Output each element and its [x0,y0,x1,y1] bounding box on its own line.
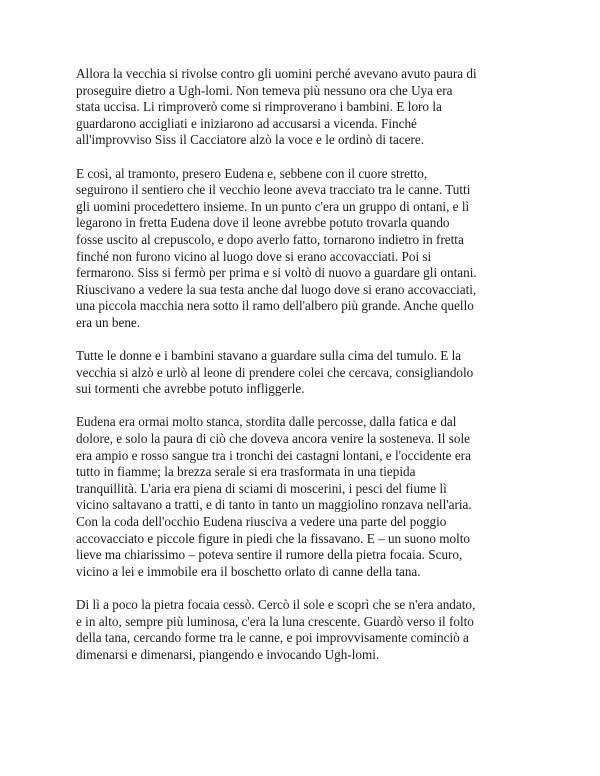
text-line: tutto in fiamme; la brezza serale si era trasformata in una tiepida [76,464,416,480]
text-line: vicino saltavano a tratti, e di tanto in tanto un maggiolino ronzava nell'aria. [76,497,472,513]
text-line: gli uomini procedettero insieme. In un punto c'era un gruppo di ontani, e lì [76,198,470,214]
text-line: finché non furono vicino al luogo dove si erano accovacciati. Poi si [76,248,432,264]
text-line: tranquillità. L'aria era piena di sciami di moscerini, i pesci del fiume lì [76,480,447,496]
text-line: Riuscivano a vedere la sua testa anche dal luogo dove si erano accovacciati, [76,281,477,297]
text-line: fosse uscito al crepuscolo, e dopo averlo fatto, tornarono indietro in fretta [76,231,464,247]
text-line: fermarono. Siss si fermò per prima e si voltò di nuovo a guardare gli ontani. [76,265,477,281]
text-line: vicino a lei e immobile era il boschetto orlato di canne della tana. [76,563,421,579]
text-line: lieve ma chiarissimo – poteva sentire il rumore della pietra focaia. Scuro, [76,547,463,563]
text-line: E così, al tramonto, presero Eudena e, sebbene con il cuore stretto, [76,165,428,181]
text-line: seguirono il sentiero che il vecchio leone aveva tracciato tra le canne. Tutti [76,182,471,198]
text-line: della tana, cercando forme tra le canne, e poi improvvisamente cominciò a [76,630,469,646]
text-line: dolore, e solo la paura di ciò che doveva ancora venire la sosteneva. Il sole [76,431,471,447]
text-line: sui tormenti che avrebbe potuto infliggerle. [76,381,305,397]
text-line: e in alto, sempre più luminosa, c'era la luna crescente. Guardò verso il folto [76,613,474,629]
paragraph-2 [76,166,538,332]
text-line: accovacciato e piccole figure in piedi che la fissavano. E – un suono molto [76,530,471,546]
text-line: Di lì a poco la pietra focaia cessò. Cercò il sole e scoprì che se n'era andato, [76,597,476,612]
text-line: era ampio e rosso sangue tra i tronchi dei castagni lontani, e l'occidente era [76,447,471,463]
text-line: Eudena era ormai molto stanca, stordita dalle percosse, dalla fatica e dal [76,414,457,430]
text-line: proseguire dietro a Ugh-lomi. Non temeva più nessuno ora che Uya era [76,82,453,98]
text-line: Con la coda dell'occhio Eudena riusciva a vedere una parte del poggio [76,514,447,530]
text-line: Allora la vecchia si rivolse contro gli uomini perché avevano avuto paura di [76,66,477,81]
text-line: legarono in fretta Eudena dove il leone avrebbe potuto trovarla quando [76,215,450,231]
paragraph-1 [76,66,538,149]
text-line: stata uccisa. Li rimproverò come si rimproverano i bambini. E loro la [76,99,442,115]
paragraph-3 [76,348,538,398]
text-line: guardarono accigliati e iniziarono ad accusarsi a vicenda. Finché [76,115,417,131]
document-page [76,66,538,680]
text-line: vecchia si alzò e urlò al leone di prendere colei che cercava, consigliandolo [76,364,474,380]
text-line: era un bene. [76,314,141,330]
text-line: una piccola macchia nera sotto il ramo dell'albero più grande. Anche quello [76,298,474,314]
text-line: dimenarsi e dimenarsi, piangendo e invocando Ugh-lomi. [76,646,380,662]
text-line: all'improvviso Siss il Cacciatore alzò la voce e le ordinò di tacere. [76,132,425,148]
paragraph-4 [76,414,538,580]
text-line: Tutte le donne e i bambini stavano a guardare sulla cima del tumulo. E la [76,348,462,364]
paragraph-5 [76,597,538,663]
